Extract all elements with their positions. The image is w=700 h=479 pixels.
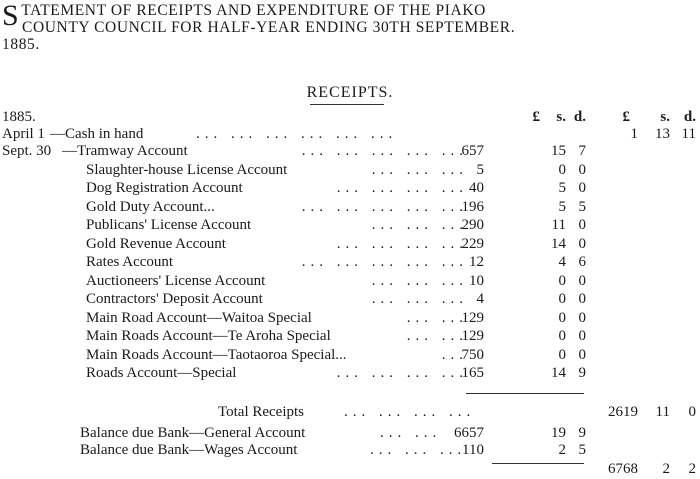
receipt-row — [0, 198, 700, 217]
receipt-leaders: ... ... ... — [371, 291, 468, 307]
receipt-shillings: 0 — [558, 309, 566, 326]
receipt-leaders: ... ... ... — [371, 161, 468, 178]
receipt-leaders: ... ... ... ... ... — [301, 254, 468, 270]
receipt-label: Slaughter-house License Account — [86, 161, 288, 178]
receipt-label: Auctioneers' License Account — [86, 272, 266, 289]
cash-shillings: 13 — [655, 126, 670, 142]
header-pence: d. — [573, 109, 586, 125]
receipt-pounds: 40 — [469, 180, 484, 196]
balance-row — [0, 441, 700, 460]
balance-pounds: 110 — [462, 442, 484, 458]
cash-date: April 1 — [2, 126, 45, 142]
cash-pounds: 1 — [630, 126, 638, 142]
receipt-pence: 0 — [578, 235, 586, 252]
total-receipts-pence: 0 — [688, 404, 696, 420]
receipt-label: Main Road Account—Waitoa Special — [86, 309, 312, 326]
subtotal-rule — [466, 393, 584, 394]
receipt-pounds: 229 — [461, 235, 484, 252]
receipt-leaders: ... — [441, 346, 468, 363]
grand-total-pounds: 6768 — [608, 461, 638, 477]
grand-total-pence: 2 — [688, 461, 696, 477]
title-line-2: COUNTY COUNCIL FOR HALF-YEAR ENDING 30TH SEPTEMBER. — [22, 19, 516, 36]
grand-total-row — [0, 460, 700, 479]
receipt-pounds: 750 — [461, 346, 484, 363]
receipt-leaders: ... ... ... ... ... — [301, 143, 468, 159]
receipt-row — [0, 216, 700, 235]
balance-pence: 5 — [578, 442, 586, 458]
header-shillings: s. — [556, 109, 566, 125]
header-year: 1885. — [2, 109, 36, 125]
receipt-pounds: 165 — [461, 365, 484, 381]
receipt-pence: 0 — [578, 291, 586, 307]
receipt-row — [0, 364, 700, 383]
receipt-leaders: ... ... ... ... — [336, 235, 468, 252]
receipt-pounds: 4 — [476, 291, 484, 307]
header-total-pence: d. — [683, 109, 696, 125]
balance-leaders: ... ... ... — [370, 442, 467, 458]
receipt-pence: 9 — [578, 365, 586, 381]
receipt-pence: 0 — [578, 309, 586, 326]
receipt-row — [0, 309, 700, 328]
header-total-shillings: s. — [660, 109, 670, 125]
receipt-row — [0, 272, 700, 291]
receipt-pence: 5 — [578, 198, 586, 215]
receipt-shillings: 5 — [558, 180, 566, 196]
receipt-shillings: 14 — [551, 235, 566, 252]
receipt-leaders: ... ... ... ... — [336, 180, 468, 196]
receipt-leaders: ... ... — [406, 309, 468, 326]
document-title — [2, 2, 696, 53]
receipt-pounds: 196 — [461, 198, 484, 215]
balance-pounds: 6657 — [454, 425, 484, 441]
total-receipts-leaders: ... ... ... ... — [344, 404, 476, 420]
receipt-row — [0, 346, 700, 365]
receipt-label: Rates Account — [86, 254, 174, 270]
total-receipts-row — [0, 403, 700, 422]
receipt-pounds: 10 — [469, 272, 484, 289]
receipt-pounds: 129 — [461, 328, 484, 344]
receipt-row — [0, 142, 700, 161]
section-heading-rule — [310, 104, 384, 105]
receipt-pence: 0 — [578, 272, 586, 289]
grand-total-shillings: 2 — [662, 461, 670, 477]
title-line-1: TATEMENT OF RECEIPTS AND EXPENDITURE OF THE PIAKO — [21, 2, 486, 19]
receipt-shillings: 5 — [558, 198, 566, 215]
title-line-3: 1885. — [2, 36, 40, 53]
receipt-pence: 7 — [578, 143, 586, 159]
receipt-pounds: 290 — [461, 217, 484, 233]
receipt-shillings: 0 — [558, 291, 566, 307]
section-heading: RECEIPTS. — [306, 84, 394, 101]
receipt-label: Dog Registration Account — [86, 180, 243, 196]
total-receipts-pounds: 2619 — [608, 404, 638, 420]
title-drop-cap: S — [2, 0, 20, 32]
receipt-label: —Tramway Account — [62, 143, 188, 159]
receipt-pounds: 657 — [461, 143, 484, 159]
receipt-shillings: 15 — [551, 143, 566, 159]
receipt-pence: 0 — [578, 346, 586, 363]
cash-label: —Cash in hand — [50, 126, 144, 142]
receipt-row — [0, 327, 700, 346]
receipt-label: Roads Account—Special — [86, 365, 237, 381]
header-pounds: £ — [532, 109, 540, 125]
receipt-leaders: ... ... ... ... ... — [301, 198, 468, 215]
receipt-shillings: 0 — [558, 161, 566, 178]
receipt-row — [0, 179, 700, 198]
receipt-label: Gold Duty Account... — [86, 198, 215, 215]
receipt-row — [0, 253, 700, 272]
receipt-label: Main Roads Account—Te Aroha Special — [86, 328, 331, 344]
receipt-pence: 6 — [578, 254, 586, 270]
balance-pence: 9 — [578, 425, 586, 441]
receipt-leaders: ... ... ... ... — [336, 365, 468, 381]
balance-shillings: 19 — [551, 425, 566, 441]
receipt-shillings: 14 — [551, 365, 566, 381]
receipt-shillings: 4 — [558, 254, 566, 270]
receipt-pence: 0 — [578, 217, 586, 233]
receipt-leaders: ... ... ... — [371, 272, 468, 289]
receipt-label: Gold Revenue Account — [86, 235, 226, 252]
balance-shillings: 2 — [558, 442, 566, 458]
total-receipts-label: Total Receipts — [218, 404, 305, 420]
receipt-row — [0, 161, 700, 180]
balance-label: Balance due Bank—General Account — [80, 425, 306, 441]
cash-pence: 11 — [681, 126, 696, 142]
receipt-label: Publicans' License Account — [86, 217, 252, 233]
receipt-pounds: 5 — [476, 161, 484, 178]
receipt-shillings: 0 — [558, 346, 566, 363]
receipt-pounds: 129 — [461, 309, 484, 326]
receipt-pence: 0 — [578, 328, 586, 344]
receipt-label: Contractors' Deposit Account — [86, 291, 263, 307]
cash-leaders: ... ... ... ... ... ... — [196, 126, 398, 142]
total-receipts-shillings: 11 — [655, 404, 670, 420]
receipt-pounds: 12 — [469, 254, 484, 270]
balance-label: Balance due Bank—Wages Account — [80, 442, 298, 458]
receipt-shillings: 0 — [558, 328, 566, 344]
receipt-date: Sept. 30 — [2, 143, 52, 159]
receipt-leaders: ... ... — [406, 328, 468, 344]
receipt-label: Main Roads Account—Taotaoroa Special... — [86, 346, 347, 363]
receipt-row — [0, 235, 700, 254]
balance-leaders: ... ... — [380, 425, 442, 441]
receipt-pence: 0 — [578, 180, 586, 196]
header-total-pounds: £ — [622, 109, 630, 125]
receipt-shillings: 0 — [558, 272, 566, 289]
receipt-row — [0, 290, 700, 309]
receipt-leaders: ... ... ... — [371, 217, 468, 233]
receipt-shillings: 11 — [551, 217, 566, 233]
receipt-pence: 0 — [578, 161, 586, 178]
